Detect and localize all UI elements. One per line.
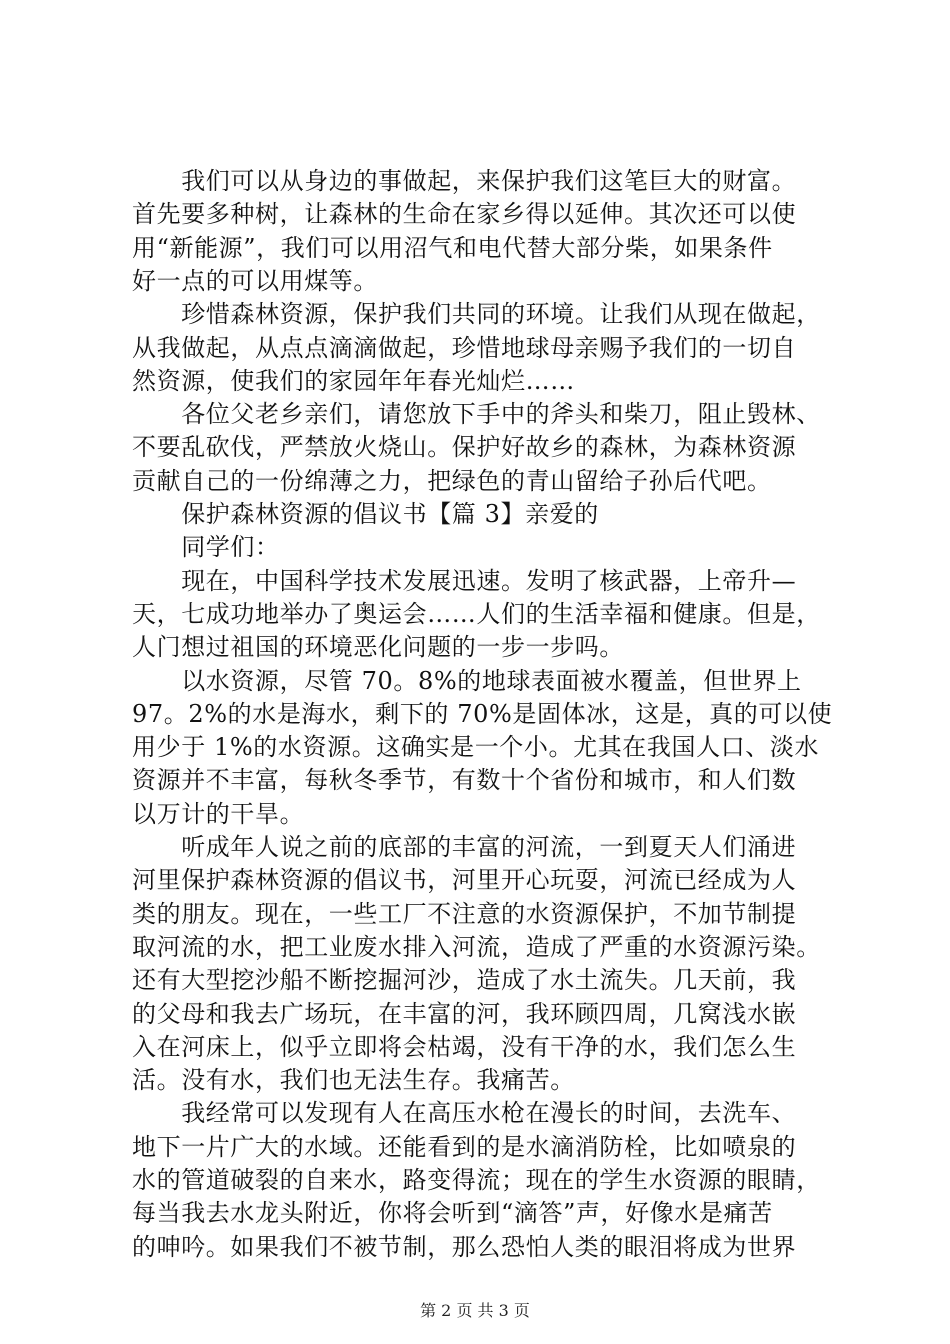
text-line: 类的朋友。现在，一些工厂不注意的水资源保护，不加节制提 [132, 899, 797, 928]
text-line: 地下一片广大的水域。还能看到的是水滴消防栓，比如喷泉的 [132, 1132, 797, 1161]
text-line: 首先要多种树，让森林的生命在家乡得以延伸。其次还可以使 [132, 200, 797, 229]
text-line: 我们可以从身边的事做起，来保护我们这笔巨大的财富。 [132, 167, 797, 195]
text-line: 贡献自己的一份绵薄之力，把绿色的青山留给子孙后代吧。 [132, 466, 772, 495]
text-line: 人门想过祖国的环境恶化问题的一步一步吗。 [132, 633, 624, 662]
text-line: 用“新能源”，我们可以用沼气和电代替大部分柴，如果条件 [132, 233, 773, 262]
text-line: 水的管道破裂的自来水，路变得流；现在的学生水资源的眼睛， [132, 1166, 821, 1194]
text-line: 各位父老乡亲们，请您放下手中的斧头和柴刀，阻止毁林、 [132, 400, 821, 429]
text-line: 每当我去水龙头附近，你将会听到“滴答”声，好像水是痛苦 [132, 1199, 773, 1228]
text-line: 97。2%的水是海水，剩下的 70%是固体冰，这是，真的可以使 [132, 699, 833, 728]
text-line: 同学们： [132, 533, 280, 562]
text-line: 取河流的水，把工业废水排入河流，造成了严重的水资源污染。 [132, 932, 821, 961]
text-line: 资源并不丰富，每秋冬季节，有数十个省份和城市，和人们数 [132, 766, 797, 795]
text-line: 天，七成功地举办了奥运会……人们的生活幸福和健康。但是， [132, 599, 821, 628]
text-line: 活。没有水，我们也无法生存。我痛苦。 [132, 1066, 575, 1095]
text-line: 的父母和我去广场玩，在丰富的河，我环顾四周，几窝浅水嵌 [132, 999, 797, 1028]
text-line: 不要乱砍伐，严禁放火烧山。保护好故乡的森林，为森林资源 [132, 433, 797, 462]
text-line: 我经常可以发现有人在高压水枪在漫长的时间，去洗车、 [132, 1099, 797, 1128]
text-line: 的呻吟。如果我们不被节制，那么恐怕人类的眼泪将成为世界 [132, 1232, 797, 1261]
text-line: 还有大型挖沙船不断挖掘河沙，造成了水土流失。几天前，我 [132, 966, 797, 995]
text-line: 从我做起，从点点滴滴做起，珍惜地球母亲赐予我们的一切自 [132, 333, 797, 362]
text-line: 现在，中国科学技术发展迅速。发明了核武器，上帝升— [132, 566, 797, 595]
text-line: 珍惜森林资源，保护我们共同的环境。让我们从现在做起， [132, 300, 821, 329]
text-line: 以水资源，尽管 70。8%的地球表面被水覆盖，但世界上 [132, 666, 802, 695]
text-line: 用少于 1%的水资源。这确实是一个小。尤其在我国人口、淡水 [132, 733, 820, 762]
text-line: 河里保护森林资源的倡议书，河里开心玩耍，河流已经成为人 [132, 866, 797, 895]
text-line: 入在河床上，似乎立即将会枯竭，没有干净的水，我们怎么生 [132, 1032, 797, 1061]
text-line: 保护森林资源的倡议书【篇 3】亲爱的 [132, 500, 599, 528]
text-line: 以万计的干旱。 [132, 799, 305, 828]
text-line: 好一点的可以用煤等。 [132, 266, 378, 295]
text-line: 然资源，使我们的家园年年春光灿烂…… [132, 366, 575, 395]
page-footer: 第 2 页 共 3 页 [420, 1301, 530, 1320]
text-line: 听成年人说之前的底部的丰富的河流，一到夏天人们涌进 [132, 833, 797, 861]
